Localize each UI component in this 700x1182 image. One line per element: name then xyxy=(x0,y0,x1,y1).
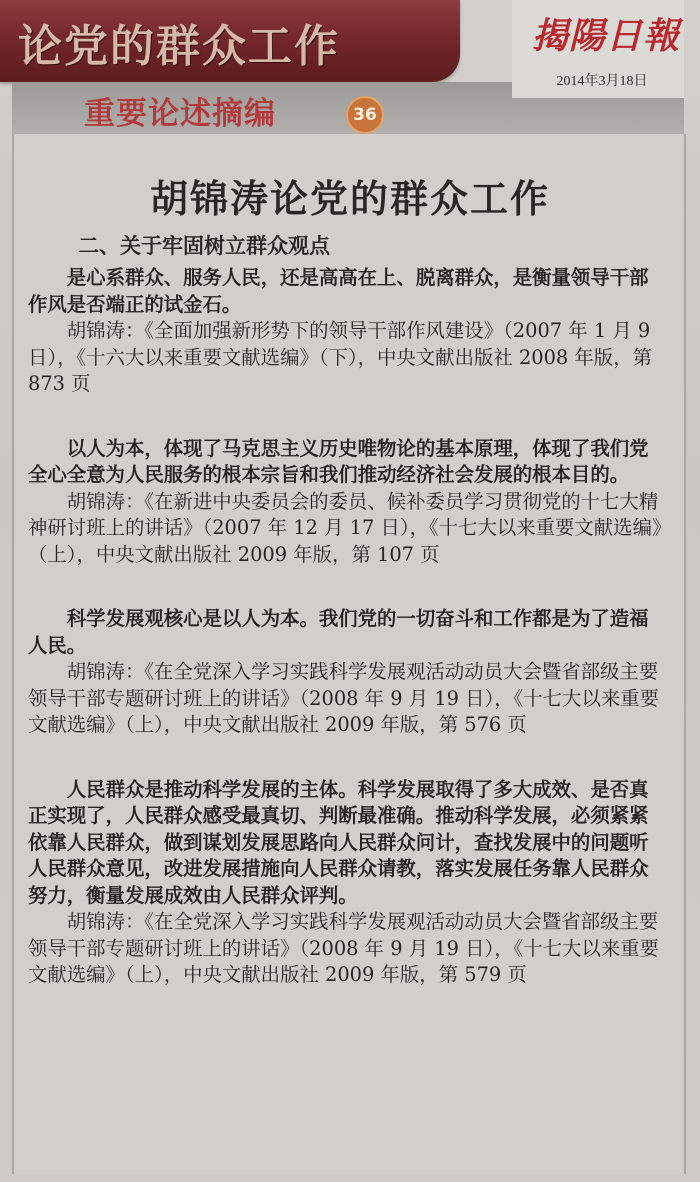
quote-item xyxy=(28,777,662,989)
quote-item xyxy=(28,436,662,569)
section-heading: 二、关于牢固树立群众观点 xyxy=(78,234,330,258)
quote-text: 人民群众是推动科学发展的主体。科学发展取得了多大成效、是否真正实现了，人民群众感受最真切、判断最准确。推动科学发展，必须紧紧依靠人民群众，做到谋划发展思路向人民群众问计，查找发展中的问题听人民群众意见，改进发展措施向人民群众请教，落实发展任务靠人民群众努力，衡量发展成效由人民群众评判。 xyxy=(28,777,649,907)
issue-number-badge: 36 xyxy=(346,96,384,134)
quote-text: 是心系群众、服务人民，还是高高在上、脱离群众，是衡量领导干部作风是否端正的试金石。 xyxy=(28,266,649,316)
quote-item xyxy=(28,265,662,398)
quote-source: 胡锦涛：《在新进中央委员会的委员、候补委员学习贯彻党的十七大精神研讨班上的讲话》（2007 年 12 月 17 日），《十七大以来重要文献选编》（上），中央文献出版社 2009 年版，第 107 页 xyxy=(28,489,662,566)
sub-title: 重要论述摘编 xyxy=(84,96,276,132)
article-body xyxy=(28,265,662,1027)
article-title: 胡锦涛论党的群众工作 xyxy=(149,177,550,221)
column-title: 论党的群众工作 xyxy=(18,21,340,72)
quote-text: 科学发展观核心是以人为本。我们党的一切奋斗和工作都是为了造福人民。 xyxy=(28,607,649,657)
newspaper-name: 揭陽日報 xyxy=(532,15,681,57)
quote-source: 胡锦涛：《在全党深入学习实践科学发展观活动动员大会暨省部级主要领导干部专题研讨班上的讲话》（2008 年 9 月 19 日），《十七大以来重要文献选编》（上），中央文献出版社 2009 年版，第 579 页 xyxy=(28,910,660,986)
quote-item xyxy=(28,606,662,739)
quote-source: 胡锦涛：《在全党深入学习实践科学发展观活动动员大会暨省部级主要领导干部专题研讨班上的讲话》（2008 年 9 月 19 日），《十七大以来重要文献选编》（上），中央文献出版社 2009 年版，第 576 页 xyxy=(28,660,660,736)
publication-date: 2014年3月18日 xyxy=(556,74,648,89)
quote-source: 胡锦涛：《全面加强新形势下的领导干部作风建设》（2007 年 1 月 9 日），《十六大以来重要文献选编》（下），中央文献出版社 2008 年版，第 873 页 xyxy=(28,319,652,395)
quote-text: 以人为本，体现了马克思主义历史唯物论的基本原理，体现了我们党全心全意为人民服务的根本宗旨和我们推动经济社会发展的根本目的。 xyxy=(28,436,649,486)
